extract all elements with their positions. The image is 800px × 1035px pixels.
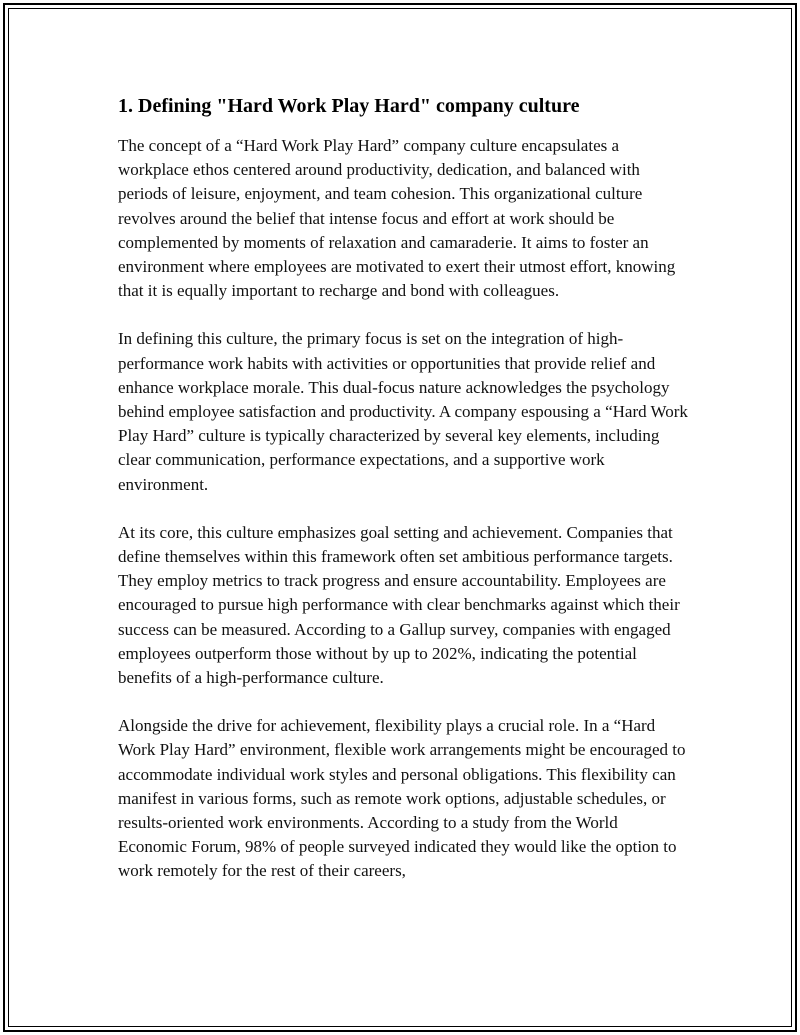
paragraph-4: Alongside the drive for achievement, flexibility plays a crucial role. In a “Hard Work Play Hard” environment, flexible work arrangements might be encouraged to accommodate individual work styles and personal obligations. This flexibility can manifest in various forms, such as remote work options, adjustable schedules, or results-oriented work environments. According to a study from the World Economic Forum, 98% of people surveyed indicated they would like the option to work remotely for the rest of their careers, [118, 716, 686, 881]
paragraph-3: At its core, this culture emphasizes goal setting and achievement. Companies that define themselves within this framework often set ambitious performance targets. They employ metrics to track progress and ensure accountability. Employees are encouraged to pursue high performance with clear benchmarks against which their success can be measured. According to a Gallup survey, companies with engaged employees outperform those without by up to 202%, indicating the potential benefits of a high-performance culture. [118, 522, 680, 688]
paragraph-1: The concept of a “Hard Work Play Hard” company culture encapsulates a workplace ethos centered around productivity, dedication, and balanced with periods of leisure, enjoyment, and team cohesion. This organizational culture revolves around the belief that intense focus and effort at work should be complemented by moments of relaxation and camaraderie. It aims to foster an environment where employees are motivated to exert their utmost effort, knowing that it is equally important to recharge and bond with colleagues. [118, 136, 676, 301]
paragraph-2: In defining this culture, the primary focus is set on the integration of high-performance work habits with activities or opportunities that provide relief and enhance workplace morale. This dual-focus nature acknowledges the psychology behind employee satisfaction and productivity. A company espousing a “Hard Work Play Hard” culture is typically characterized by several key elements, including clear communication, performance expectations, and a supportive work environment. [118, 329, 688, 494]
section-heading: 1. Defining "Hard Work Play Hard" company culture [118, 95, 580, 117]
document-body [118, 92, 690, 908]
